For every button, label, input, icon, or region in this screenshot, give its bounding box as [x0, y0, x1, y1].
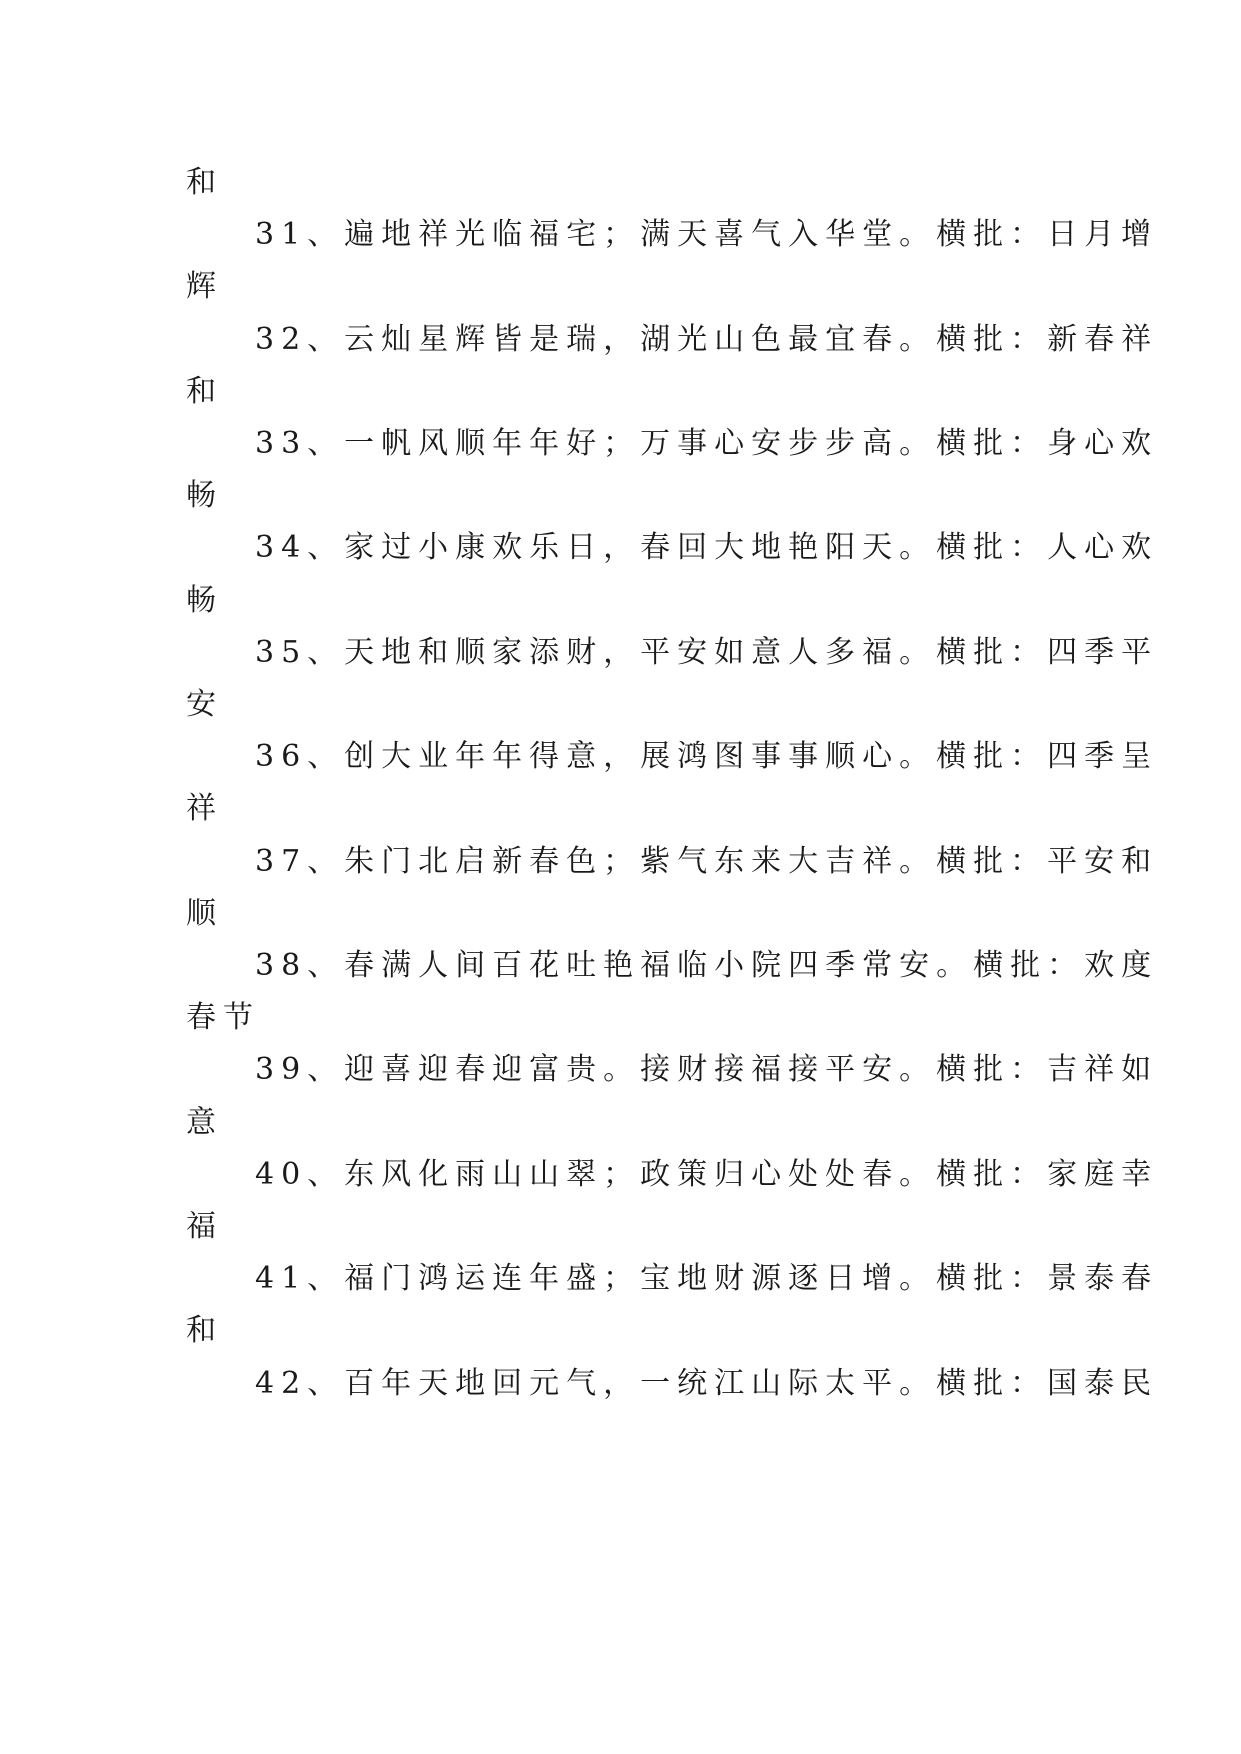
couplet-line-continuation: 意: [186, 1104, 223, 1140]
couplet-line-continuation: 畅: [186, 478, 223, 514]
couplet-line: 31、遍地祥光临福宅；满天喜气入华堂。横批：日月增: [255, 217, 1159, 253]
couplet-line: 32、云灿星辉皆是瑞，湖光山色最宜春。横批：新春祥: [255, 321, 1159, 357]
couplet-line-continuation: 顺: [186, 895, 223, 931]
couplet-line-continuation: 畅: [186, 582, 223, 618]
couplet-line: 40、东风化雨山山翠；政策归心处处春。横批：家庭幸: [255, 1156, 1159, 1192]
couplet-line: 34、家过小康欢乐日，春回大地艳阳天。横批：人心欢: [255, 530, 1159, 566]
couplet-line-continuation: 辉: [186, 269, 223, 305]
couplet-line-continuation: 祥: [186, 791, 223, 827]
couplet-line-continuation: 春节: [186, 1000, 260, 1036]
couplet-line: 42、百年天地回元气，一统江山际太平。横批：国泰民: [255, 1365, 1159, 1401]
couplet-line-continuation: 安: [186, 687, 223, 722]
couplet-line-continuation: 和: [186, 1313, 223, 1349]
couplet-line: 35、天地和顺家添财，平安如意人多福。横批：四季平: [255, 634, 1159, 670]
couplet-line-continuation: 和: [186, 165, 223, 200]
couplet-line: 39、迎喜迎春迎富贵。接财接福接平安。横批：吉祥如: [255, 1052, 1159, 1088]
couplet-line: 33、一帆风顺年年好；万事心安步步高。横批：身心欢: [255, 426, 1159, 461]
couplet-line: 41、福门鸿运连年盛；宝地财源逐日增。横批：景泰春: [255, 1261, 1159, 1297]
couplet-line: 38、春满人间百花吐艳福临小院四季常安。横批：欢度: [255, 948, 1159, 983]
couplet-line-continuation: 和: [186, 373, 223, 409]
couplet-line: 36、创大业年年得意，展鸿图事事顺心。横批：四季呈: [255, 739, 1159, 775]
couplet-line-continuation: 福: [186, 1209, 223, 1244]
couplet-line: 37、朱门北启新春色；紫气东来大吉祥。横批：平安和: [255, 843, 1159, 879]
